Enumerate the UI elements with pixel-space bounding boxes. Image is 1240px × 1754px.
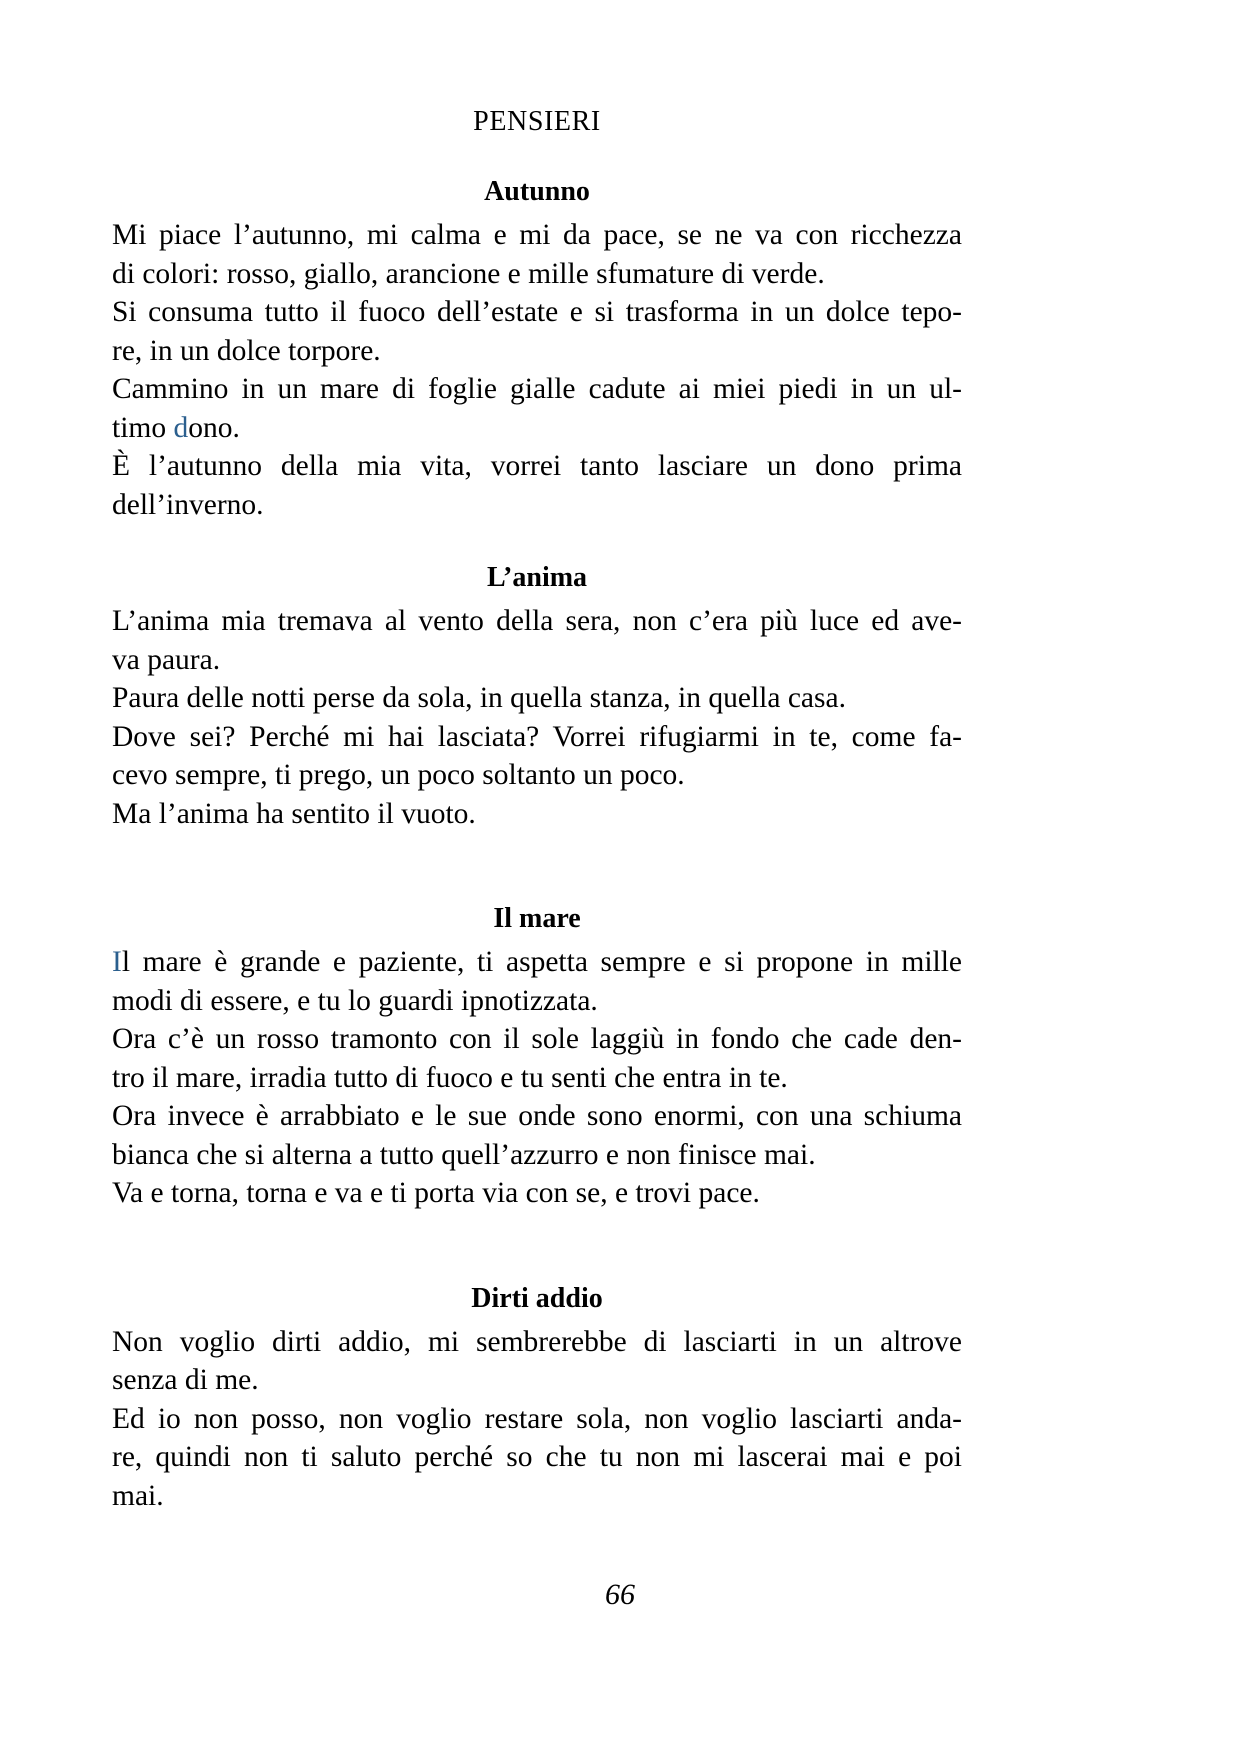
- poem-line: Dove sei? Perché mi hai lasciata? Vorrei rifugiarmi in te, come fa-: [112, 720, 962, 753]
- poem-line: Mi piace l’autunno, mi calma e mi da pace, se ne va con ricchezza: [112, 219, 962, 251]
- poem-title: Il mare: [493, 903, 581, 934]
- poem-body: [112, 216, 962, 524]
- poem-line: Si consuma tutto il fuoco dell’estate e si trasforma in un dolce tepo-: [112, 296, 962, 328]
- poem-line: Ed io non posso, non voglio restare sola, non voglio lasciarti anda-: [112, 1402, 962, 1435]
- poem-dirti-addio: [112, 1282, 962, 1516]
- poem-line: va paura.: [112, 643, 221, 676]
- poem-line: di colori: rosso, giallo, arancione e mille sfumature di verde.: [112, 257, 825, 290]
- poem-body: [112, 1323, 962, 1516]
- poem-line-with-accent: [112, 943, 962, 982]
- poem-line: Cammino in un mare di foglie gialle cadute ai miei piedi in un ul-: [112, 373, 962, 405]
- poem-line: re, quindi non ti saluto perché so che tu non mi lascerai mai e poi: [112, 1441, 962, 1473]
- line-text-suffix: l mare è grande e paziente, ti aspetta sempre e si propone in mille: [121, 946, 962, 978]
- page-number: 66: [605, 1578, 635, 1611]
- poem-body: [112, 602, 962, 833]
- poem-title: Dirti addio: [471, 1282, 603, 1314]
- line-text-prefix: timo: [112, 411, 174, 444]
- poem-line: È l’autunno della mia vita, vorrei tanto lasciare un dono prima: [112, 450, 962, 482]
- poem-line: modi di essere, e tu lo guardi ipnotizzata.: [112, 984, 598, 1017]
- poem-line-with-accent: [112, 409, 962, 448]
- poem-line: mai.: [112, 1479, 164, 1512]
- poem-line: Paura delle notti perse da sola, in quella stanza, in quella casa.: [112, 682, 846, 714]
- accent-letter: d: [173, 411, 189, 444]
- accent-letter: I: [112, 946, 122, 978]
- poem-ilmare: [112, 905, 962, 1213]
- poem-body: [112, 943, 962, 1213]
- poem-title: Autunno: [484, 176, 590, 207]
- poem-line: tro il mare, irradia tutto di fuoco e tu senti che entra in te.: [112, 1061, 788, 1094]
- poem-line: re, in un dolce torpore.: [112, 334, 381, 367]
- poem-line: Ma l’anima ha sentito il vuoto.: [112, 797, 476, 830]
- poem-line: bianca che si alterna a tutto quell’azzurro e non finisce mai.: [112, 1138, 816, 1171]
- poem-line: Va e torna, torna e va e ti porta via con se, e trovi pace.: [112, 1177, 760, 1209]
- poem-line: L’anima mia tremava al vento della sera, non c’era più luce ed ave-: [112, 605, 962, 637]
- poem-autunno: [112, 178, 962, 524]
- poem-line: Ora invece è arrabbiato e le sue onde sono enormi, con una schiuma: [112, 1100, 962, 1132]
- poem-line: dell’inverno.: [112, 488, 264, 521]
- poem-lanima: [112, 564, 962, 833]
- poem-line: senza di me.: [112, 1364, 259, 1396]
- poem-line: Non voglio dirti addio, mi sembrerebbe di lasciarti in un altrove: [112, 1325, 962, 1358]
- poem-line: Ora c’è un rosso tramonto con il sole laggiù in fondo che cade den-: [112, 1023, 962, 1055]
- poem-line: cevo sempre, ti prego, un poco soltanto un poco.: [112, 759, 685, 791]
- text-block: [112, 0, 962, 1515]
- running-head: PENSIERI: [473, 106, 601, 137]
- poem-title: L’anima: [486, 562, 588, 593]
- line-text-suffix: ono.: [188, 411, 240, 444]
